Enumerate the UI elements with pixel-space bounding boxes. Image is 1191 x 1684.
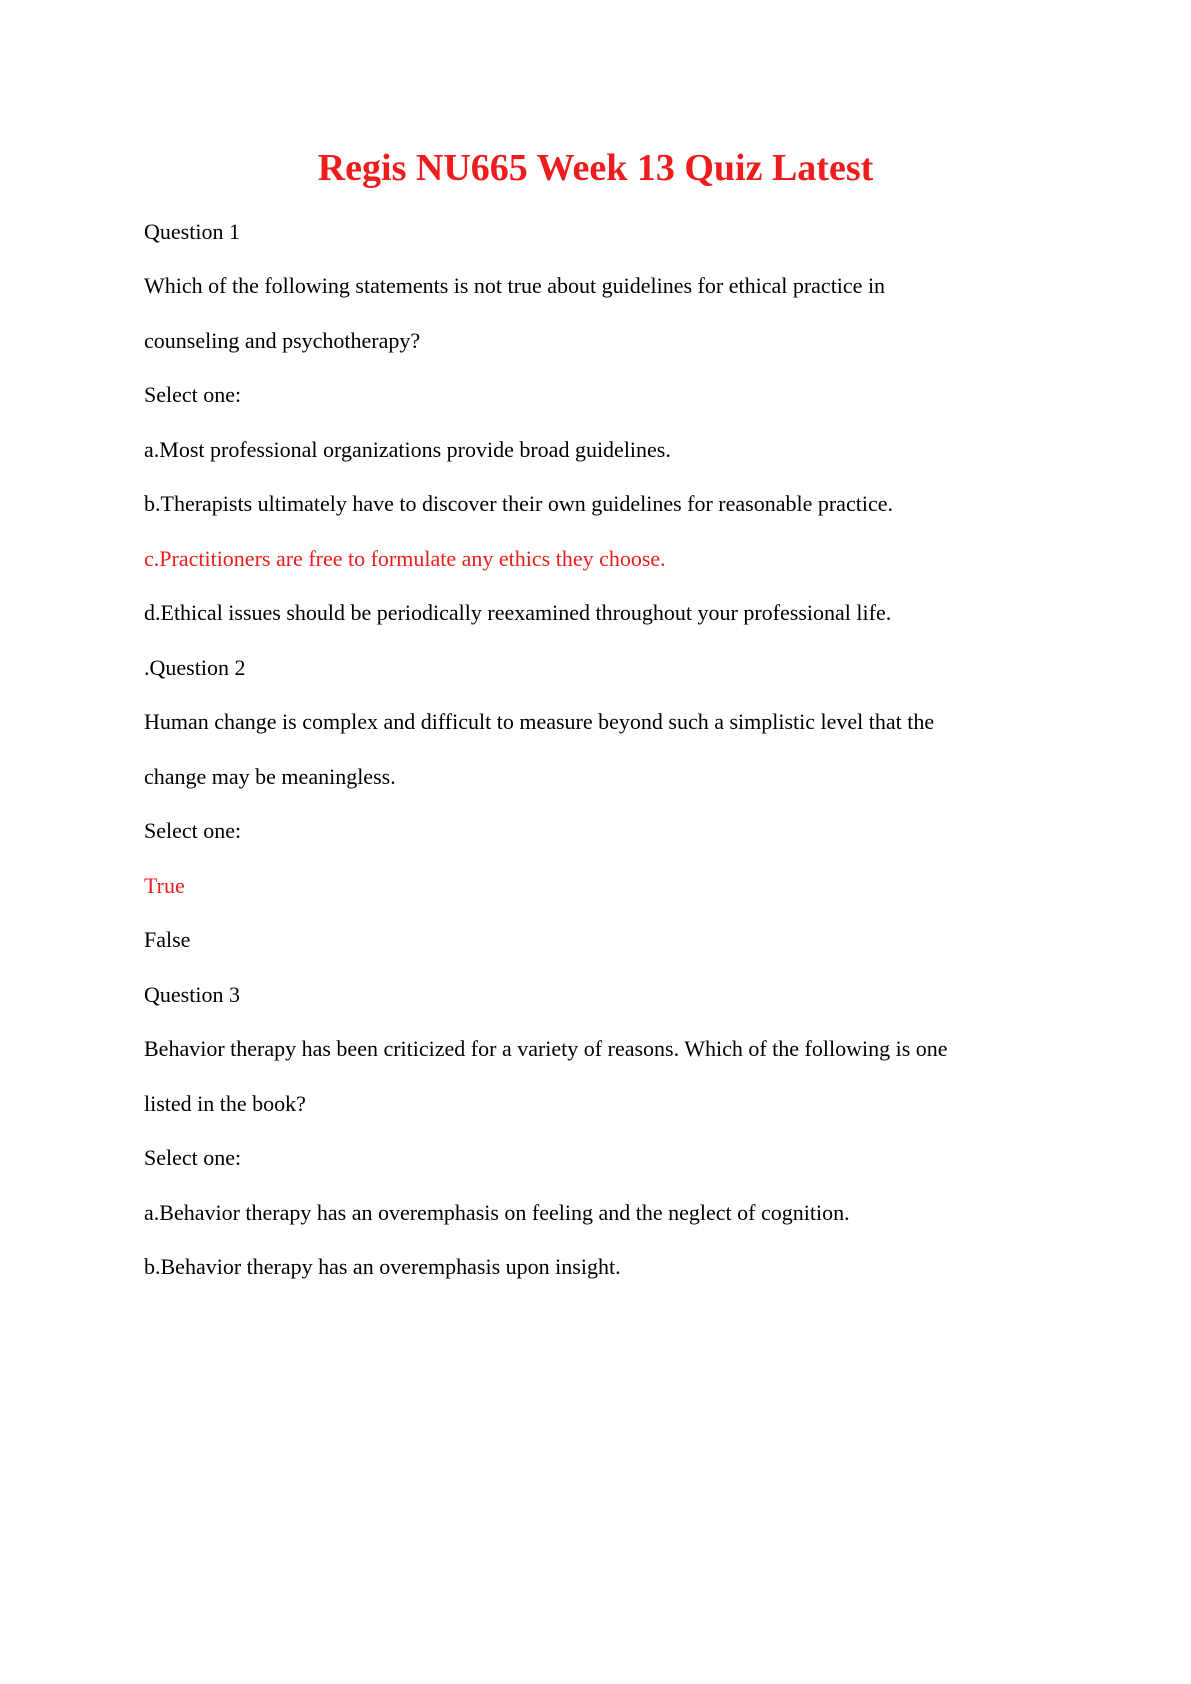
question-1-option-a: a.Most professional organizations provide broad guidelines. — [144, 437, 671, 462]
question-1-option-c-correct: c.Practitioners are free to formulate any ethics they choose. — [144, 546, 666, 571]
question-2-select-label: Select one: — [144, 818, 242, 843]
question-3-prompt-line-1: Behavior therapy has been criticized for a variety of reasons. Which of the following is one — [144, 1036, 948, 1061]
question-1-option-b: b.Therapists ultimately have to discover their own guidelines for reasonable practice. — [144, 491, 893, 516]
question-2-prompt-line-2: change may be meaningless. — [144, 764, 396, 789]
question-2-option-false: False — [144, 927, 191, 952]
question-3-option-b: b.Behavior therapy has an overemphasis upon insight. — [144, 1254, 621, 1279]
question-2-option-true-correct: True — [144, 873, 185, 898]
question-3-option-a: a.Behavior therapy has an overemphasis on feeling and the neglect of cognition. — [144, 1200, 850, 1225]
document-title: Regis NU665 Week 13 Quiz Latest — [317, 147, 874, 189]
question-2-label: .Question 2 — [144, 655, 246, 680]
question-1-prompt-line-2: counseling and psychotherapy? — [144, 328, 421, 353]
question-3-prompt-line-2: listed in the book? — [144, 1091, 306, 1116]
question-3-select-label: Select one: — [144, 1145, 242, 1170]
question-2-prompt-line-1: Human change is complex and difficult to measure beyond such a simplistic level that the — [144, 709, 935, 734]
question-3-label: Question 3 — [144, 982, 240, 1007]
question-1-select-label: Select one: — [144, 382, 242, 407]
question-1-label: Question 1 — [144, 219, 240, 244]
question-1-option-d: d.Ethical issues should be periodically reexamined throughout your professional life. — [144, 600, 892, 625]
question-1-prompt-line-1: Which of the following statements is not true about guidelines for ethical practice in — [144, 273, 886, 298]
